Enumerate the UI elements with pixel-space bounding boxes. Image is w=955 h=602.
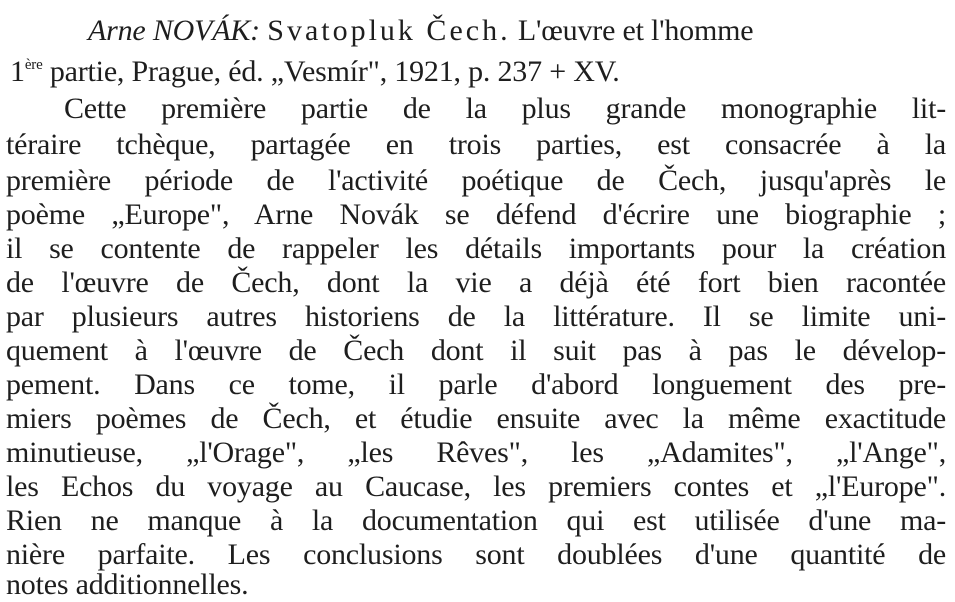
body-line: quement à l'œuvre de Čech dont il suit pas à pas le dévelop-	[6, 334, 946, 367]
part-superscript: ère	[24, 57, 43, 73]
body-line: de l'œuvre de Čech, dont la vie a déjà été fort bien racontée	[6, 266, 946, 299]
body-line: pement. Dans ce tome, il parle d'abord longuement des pre-	[6, 368, 946, 401]
part-number: 1	[10, 55, 25, 88]
body-line: minutieuse, „l'Orage", „les Rêves", les „Adamites", „l'Ange",	[6, 436, 946, 469]
body-line: nière parfaite. Les conclusions sont doublées d'une quantité de	[6, 538, 946, 571]
body-line: Cette première partie de la plus grande monographie lit-	[64, 92, 946, 125]
review-author: Arne NOVÁK:	[88, 14, 260, 47]
body-line: notes additionnelles.	[6, 568, 249, 601]
body-line: première période de l'activité poétique de Čech, jusqu'après le	[6, 164, 946, 197]
publication-details: partie, Prague, éd. „Vesmír", 1921, p. 237 + XV.	[49, 55, 620, 88]
body-line: par plusieurs autres historiens de la littérature. Il se limite uni-	[6, 300, 946, 333]
review-heading-line-1	[88, 14, 948, 48]
book-title: Svatopluk Čech.	[267, 14, 511, 47]
body-line: Rien ne manque à la documentation qui est utilisée d'une ma-	[6, 504, 946, 537]
body-line: il se contente de rappeler les détails importants pour la création	[6, 232, 946, 265]
book-subtitle: L'œuvre et l'homme	[517, 14, 754, 47]
body-line: téraire tchèque, partagée en trois parties, est consacrée à la	[6, 128, 946, 161]
body-line: poème „Europe", Arne Novák se défend d'écrire une biographie ;	[6, 198, 946, 231]
body-line: les Echos du voyage au Caucase, les premiers contes et „l'Europe".	[6, 470, 946, 503]
body-line: miers poèmes de Čech, et étudie ensuite avec la même exactitude	[6, 402, 946, 435]
review-heading-line-2	[10, 48, 955, 89]
